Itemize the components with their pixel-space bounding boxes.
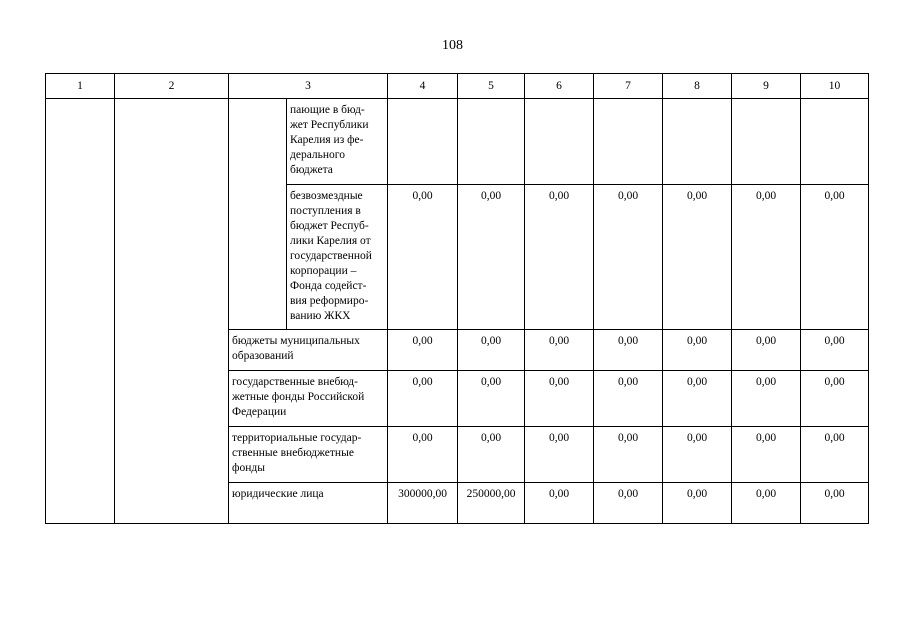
- cell-value: 0,00: [388, 371, 458, 427]
- cell-value: [388, 99, 458, 185]
- column-header: 2: [115, 74, 229, 99]
- cell-value: 0,00: [663, 330, 732, 371]
- column-header: 5: [458, 74, 525, 99]
- cell-value: 0,00: [594, 330, 663, 371]
- cell-value: 0,00: [388, 330, 458, 371]
- cell-value: 0,00: [801, 427, 869, 483]
- row-label: бюджеты муниципальных образований: [229, 330, 388, 371]
- cell-value: 0,00: [525, 185, 594, 330]
- cell-value: 0,00: [801, 371, 869, 427]
- empty-cell: [229, 99, 287, 330]
- cell-value: 0,00: [458, 371, 525, 427]
- cell-value: 0,00: [525, 427, 594, 483]
- column-header: 4: [388, 74, 458, 99]
- column-header: 6: [525, 74, 594, 99]
- cell-value: 0,00: [388, 185, 458, 330]
- cell-value: 300000,00: [388, 483, 458, 524]
- cell-value: 0,00: [525, 483, 594, 524]
- cell-value: 250000,00: [458, 483, 525, 524]
- cell-value: 0,00: [458, 427, 525, 483]
- cell-value: 0,00: [388, 427, 458, 483]
- column-header: 8: [663, 74, 732, 99]
- page-number: 108: [442, 38, 463, 53]
- cell-value: 0,00: [663, 371, 732, 427]
- row-label: государственные внебюд- жетные фонды Российской Федерации: [229, 371, 388, 427]
- row-label: территориальные государ- ственные внебюджетные фонды: [229, 427, 388, 483]
- cell-value: 0,00: [732, 185, 801, 330]
- cell-value: 0,00: [801, 330, 869, 371]
- column-header: 10: [801, 74, 869, 99]
- header-row: [46, 74, 869, 99]
- cell-value: [525, 99, 594, 185]
- cell-value: 0,00: [732, 483, 801, 524]
- cell-value: 0,00: [525, 330, 594, 371]
- cell-value: 0,00: [458, 330, 525, 371]
- empty-cell: [46, 99, 115, 524]
- cell-value: 0,00: [732, 371, 801, 427]
- cell-value: 0,00: [458, 185, 525, 330]
- cell-value: 0,00: [594, 483, 663, 524]
- cell-value: 0,00: [663, 427, 732, 483]
- cell-value: 0,00: [663, 483, 732, 524]
- cell-value: [801, 99, 869, 185]
- column-header: 1: [46, 74, 115, 99]
- row-label: юридические лица: [229, 483, 388, 524]
- cell-value: [663, 99, 732, 185]
- column-header: 7: [594, 74, 663, 99]
- column-header: 9: [732, 74, 801, 99]
- cell-value: 0,00: [663, 185, 732, 330]
- cell-value: 0,00: [594, 427, 663, 483]
- cell-value: 0,00: [594, 185, 663, 330]
- cell-value: 0,00: [525, 371, 594, 427]
- column-header: 3: [229, 74, 388, 99]
- cell-value: 0,00: [801, 185, 869, 330]
- row-label: пающие в бюд- жет Республики Карелия из фе- дерального бюджета: [287, 99, 388, 185]
- cell-value: [732, 99, 801, 185]
- row-label: безвозмездные поступления в бюджет Респуб- лики Карелия от государственной корпорации – Фонда содейст- вия реформиро- ванию ЖКХ: [287, 185, 388, 330]
- cell-value: [458, 99, 525, 185]
- table-row: [46, 99, 869, 185]
- cell-value: 0,00: [801, 483, 869, 524]
- budget-table: [45, 73, 869, 524]
- cell-value: [594, 99, 663, 185]
- cell-value: 0,00: [732, 330, 801, 371]
- empty-cell: [115, 99, 229, 524]
- cell-value: 0,00: [594, 371, 663, 427]
- cell-value: 0,00: [732, 427, 801, 483]
